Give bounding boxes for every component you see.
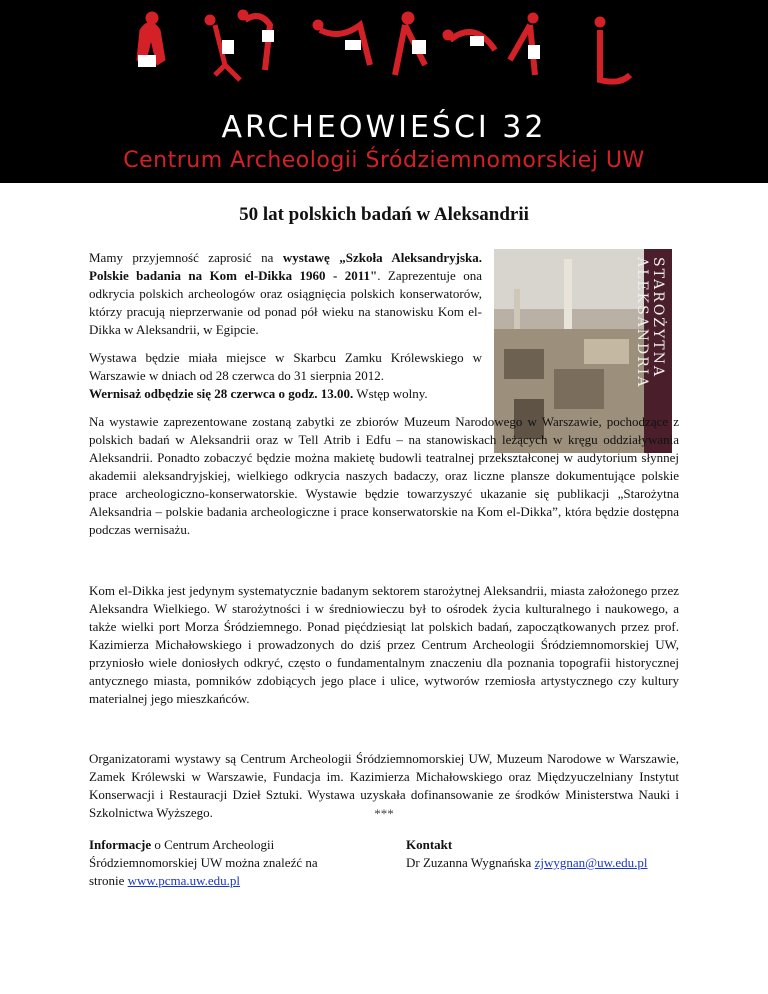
- contact-block: [406, 836, 696, 872]
- entry-text: Wstęp wolny.: [353, 386, 428, 401]
- contact-name: Dr Zuzanna Wygnańska: [406, 855, 535, 870]
- contact-heading: Kontakt: [406, 837, 453, 852]
- intro-text-1: Mamy przyjemność zaprosić na: [89, 250, 283, 265]
- vernissage-text: Wernisaż odbędzie się 28 czerwca o godz. 13.00.: [89, 386, 354, 401]
- exhibition-name: wystawę „Szkoła Aleksandryjska. Polskie badania na Kom el-Dikka 1960 - 2011": [89, 250, 483, 283]
- intro-text-2: . Zaprezentuje ona odkrycia polskich archeologów oraz osiągnięcia polskich konserwatorów, którzy pracują nieprzerwanie od ponad pół wieku na stanowisku Kom el-Dikka w Aleksandrii, w Egipcie.: [89, 268, 482, 337]
- info-text: o Centrum Archeologii Śródziemnomorskiej UW można znaleźć na stronie: [89, 837, 318, 888]
- book-cover-title: STAROŻYTNA ALEKSANDRIA: [634, 257, 666, 389]
- dancing-figures-illustration: [0, 0, 768, 110]
- exhibits-paragraph: Na wystawie zaprezentowane zostaną zabytki ze zbiorów Muzeum Narodowego w Warszawie, pochodzące z polskich badań w Aleksandrii oraz w Tell Atrib i Edfu – na stanowiskach leżących w kręgu oddziaływania Aleksandrii. Ponadto zobaczyć będzie można makietę budowli teatralnej przekształconej w audytorium słynnej akademii aleksandryjskiej, wielkiego odkrycia naszych badaczy, oraz liczne plansze dokumentujące polskie prace archeologiczno-konserwatorskie. Wystawie będzie towarzyszyć ukazanie się publikacji „Starożytna Aleksandria – polskie badania archeologiczne i prace konserwatorskie na Kom el-Dikka”, która będzie dostępna podczas wernisażu.: [89, 414, 679, 537]
- document-title: 50 lat polskich badań w Aleksandrii: [239, 204, 529, 225]
- site-history-paragraph: Kom el-Dikka jest jedynym systematycznie badanym sektorem starożytnej Aleksandrii, miasta założonego przez Aleksandra Wielkiego. W starożytności i w średniowieczu był to ośrodek życia kulturalnego i naukowego, a także wielki port Morza Śródziemnego. Ponad pięćdziesiąt lat polskich badań, zapoczątkowanych przez prof. Kazimierza Michałowskiego i prowadzonych do dziś przez Centrum Archeologii Śródziemnomorskiej UW, przyniosło wiele doniosłych odkryć, często o fundamentalnym znaczeniu dla poznania topografii historycznej antycznego miasta, pomników zdobiących jego place i ulice, wytworów rzemiosła artystycznego czy kultury materialnej jego mieszkańców.: [89, 583, 679, 706]
- intro-paragraph: [89, 249, 482, 339]
- info-block: [89, 836, 329, 890]
- info-heading: Informacje: [89, 837, 152, 852]
- header-banner: [0, 0, 768, 183]
- institution-subtitle: Centrum Archeologii Śródziemnomorskiej UW: [123, 148, 645, 173]
- website-link[interactable]: www.pcma.uw.edu.pl: [127, 873, 241, 888]
- date-text: Wystawa będzie miała miejsce w Skarbcu Zamku Królewskiego w Warszawie w dniach od 28 czerwca do 31 sierpnia 2012.: [89, 350, 482, 383]
- date-paragraph: [89, 349, 482, 403]
- section-separator: ***: [374, 806, 394, 821]
- contact-email-link[interactable]: zjwygnan@uw.edu.pl: [534, 855, 648, 870]
- organizers-paragraph: Organizatorami wystawy są Centrum Archeologii Śródziemnomorskiej UW, Muzeum Narodowe w Warszawie, Zamek Królewski w Warszawie, Fundacja im. Kazimierza Michałowskiego oraz Międzyuczelniany Instytut Konserwacji i Restauracji Dzieł Sztuki. Wystawa uzyskała dofinansowanie ze środków Ministerstwa Nauki i Szkolnictwa Wyższego.: [89, 751, 679, 820]
- bulletin-title: ARCHEOWIEŚCI 32: [221, 110, 547, 145]
